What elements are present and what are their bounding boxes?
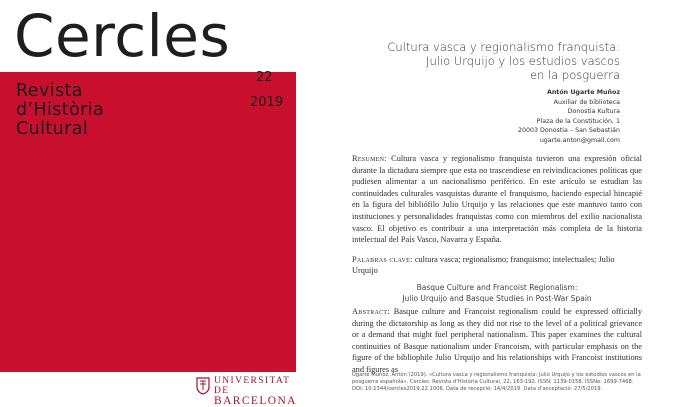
article-title-line: Julio Urquijo y los estudios vascos bbox=[426, 54, 620, 68]
author-name: Antón Ugarte Muñoz bbox=[546, 89, 620, 96]
english-title-line: Julio Urquijo and Basque Studies in Post-War Spain bbox=[402, 293, 592, 303]
university-name-line2: BARCELONA bbox=[214, 395, 297, 407]
abstract-text: Basque culture and Francoist regionalism could be expressed officially during the dictatorship as long as they did not rise to the level of a political grievance or a demand that might fuel peripheral nationalism. This paper examines the cultural continuities of Basque nationalism under Francoism, with particular emphasis on the figure of the bibliophile Julio Urquijo and his relationships with Francoist institutions and figures as bbox=[352, 307, 642, 374]
resumen-text: Cultura vasca y regionalismo franquista tuvieron una expresión oficial durante la dictadura siempre que esta no trascendiese en reivindicaciones políticas que pudiesen alimentar a un nacionalismo periférico. En este artículo se estudian las continuidades culturales vasquistas durante el franquismo, haciendo especial hincapié en la figura del bibliófilo Julio Urquijo y las relaciones que este mantuvo tanto con instituciones y personalidades franquistas como con miembros del exilio nacionalista vasco. El objetivo es contribuir a una interpretación más completa de la historia intelectual del País Vasco, Navarra y España. bbox=[352, 154, 642, 245]
article-page bbox=[310, 0, 700, 400]
article-title-line: Cultura vasca y regionalismo franquista: bbox=[387, 40, 620, 54]
journal-year: 2019 bbox=[250, 95, 284, 110]
journal-volume: 22 bbox=[256, 70, 273, 85]
journal-subtitle-line: d’Història bbox=[16, 100, 105, 120]
resumen-paragraph bbox=[352, 153, 642, 246]
keywords-paragraph bbox=[352, 254, 642, 277]
abstract-paragraph bbox=[352, 306, 642, 376]
citation-footnote: Ugarte Muñoz, Antón (2019). «Cultura vasca y regionalismo franquista: Julio Urquijo y los estudios vascos en la posguerra española». Cercles. Revista d’Història Cultural, 22, 163-192. ISSN: 1139-0158. ISSNe: 1699-7468. DOI: 10.1344/cercles2019.22.1006. Data de recepció: 14/4/2019. Data d’acceptació: 27/5/2019. bbox=[352, 372, 641, 393]
university-shield-icon bbox=[196, 377, 210, 395]
journal-cover bbox=[0, 0, 297, 407]
journal-title: Cercles bbox=[14, 2, 231, 70]
author-affiliation-line: Donostia Kultura bbox=[567, 108, 620, 116]
abstract-label: Abstract: bbox=[352, 307, 391, 316]
author-email: ugarte.anton@gmail.com bbox=[539, 136, 620, 144]
journal-subtitle-line: Cultural bbox=[16, 119, 89, 139]
author-block bbox=[518, 88, 620, 146]
keywords-text: cultura vasca; regionalismo; franquismo; intelectuales; Julio Urquijo bbox=[352, 255, 615, 276]
university-name-line1: UNIVERSITAT DE bbox=[214, 376, 291, 396]
article-title-line: en la posguerra bbox=[529, 68, 620, 82]
author-affiliation-line: 20003 Donostia – San Sebastián bbox=[517, 127, 620, 135]
article-title bbox=[320, 40, 620, 82]
journal-subtitle-line: Revista bbox=[16, 81, 83, 101]
author-affiliation-line: Plaza de la Constitución, 1 bbox=[536, 117, 620, 125]
resumen-label: Resumen: bbox=[352, 154, 387, 163]
english-title-line: Basque Culture and Francoist Regionalism: bbox=[416, 283, 578, 292]
english-title bbox=[352, 283, 642, 305]
author-affiliation-line: Auxiliar de biblioteca bbox=[553, 98, 620, 106]
keywords-label: Palabras clave: bbox=[352, 255, 413, 264]
university-logo-text bbox=[214, 376, 297, 406]
journal-subtitle bbox=[16, 82, 104, 139]
